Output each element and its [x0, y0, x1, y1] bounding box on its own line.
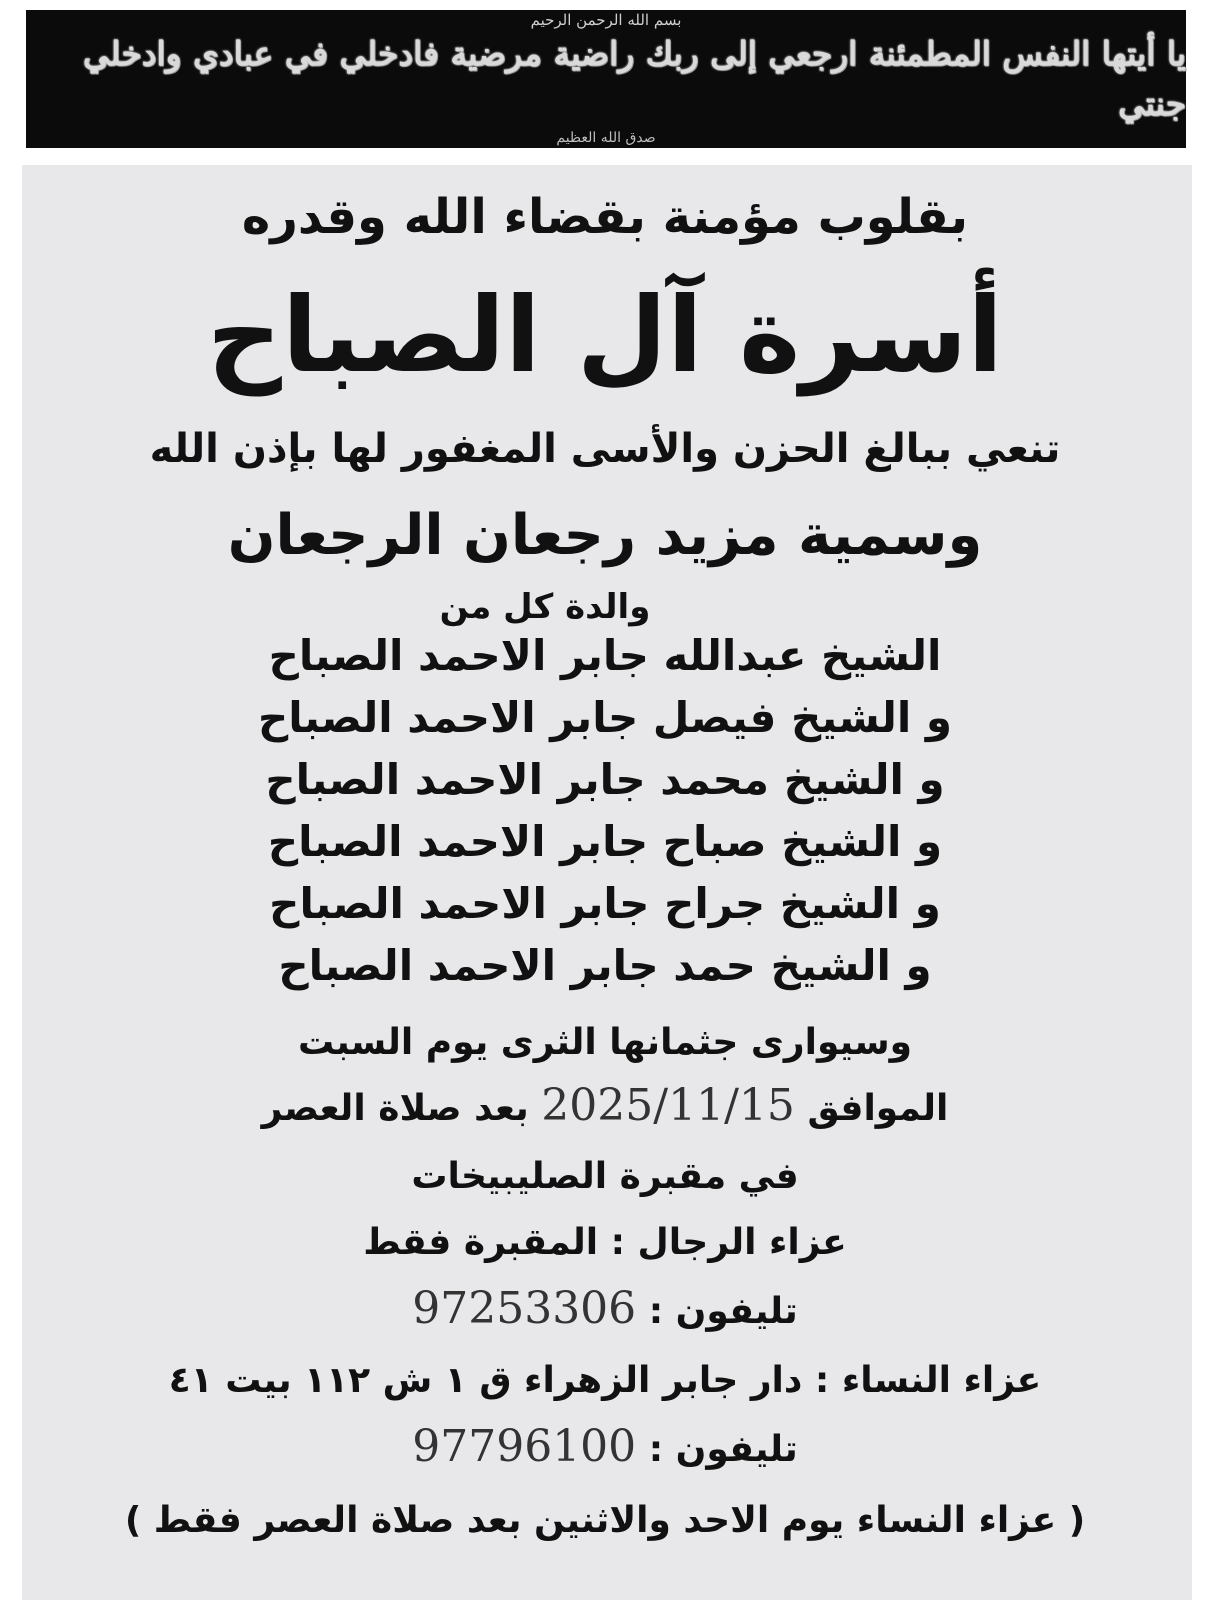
women-condolence-line: عزاء النساء : دار جابر الزهراء ق ١ ش ١١٢ بيت ٤١: [168, 1360, 1042, 1401]
phone-label: تليفون :: [648, 1429, 798, 1470]
men-condolence-line: عزاء الرجال : المقبرة فقط: [363, 1222, 847, 1263]
men-phone-number: 97253306: [412, 1283, 637, 1334]
women-condolence-times: ( عزاء النساء يوم الاحد والاثنين بعد صلاة العصر فقط ): [124, 1500, 1086, 1541]
cemetery-line: في مقبرة الصليبيخات: [411, 1156, 799, 1197]
son-name: و الشيخ حمد جابر الاحمد الصباح: [278, 941, 932, 990]
phone-label: تليفون :: [648, 1291, 798, 1332]
women-phone-line: [0, 1420, 1210, 1477]
quran-verse-banner: [26, 10, 1186, 148]
men-phone-line: [0, 1282, 1210, 1339]
deceased-name: وسمية مزيد رجعان الرجعان: [227, 503, 983, 568]
mother-of-label: والدة كل من: [439, 587, 651, 627]
burial-line: وسيوارى جثمانها الثرى يوم السبت: [297, 1022, 913, 1063]
quran-verse-calligraphy: يا أيتها النفس المطمئنة ارجعي إلى ربك راضية مرضية فادخلي في عبادي وادخلي جنتي: [82, 34, 1186, 123]
son-name: الشيخ عبدالله جابر الاحمد الصباح: [268, 631, 942, 680]
burial-date-line: [0, 1080, 1210, 1135]
son-name: و الشيخ صباح جابر الاحمد الصباح: [267, 817, 943, 866]
sadaq-text: صدق الله العظيم: [556, 130, 656, 146]
women-phone-number: 97796100: [412, 1421, 637, 1472]
son-name: و الشيخ محمد جابر الاحمد الصباح: [265, 755, 945, 804]
announcement-line: تنعي ببالغ الحزن والأسى المغفور لها بإذن الله: [149, 426, 1061, 472]
burial-date: 2025/11/15: [541, 1080, 795, 1131]
date-suffix: بعد صلاة العصر: [261, 1088, 529, 1129]
son-name: و الشيخ فيصل جابر الاحمد الصباح: [257, 693, 953, 742]
opening-line: بقلوب مؤمنة بقضاء الله وقدره: [241, 189, 969, 245]
family-name-heading: أسرة آل الصباح: [207, 274, 1003, 396]
son-name: و الشيخ جراح جابر الاحمد الصباح: [269, 879, 941, 928]
basmala-text: بسم الله الرحمن الرحيم: [530, 11, 682, 29]
date-prefix: الموافق: [807, 1088, 949, 1129]
